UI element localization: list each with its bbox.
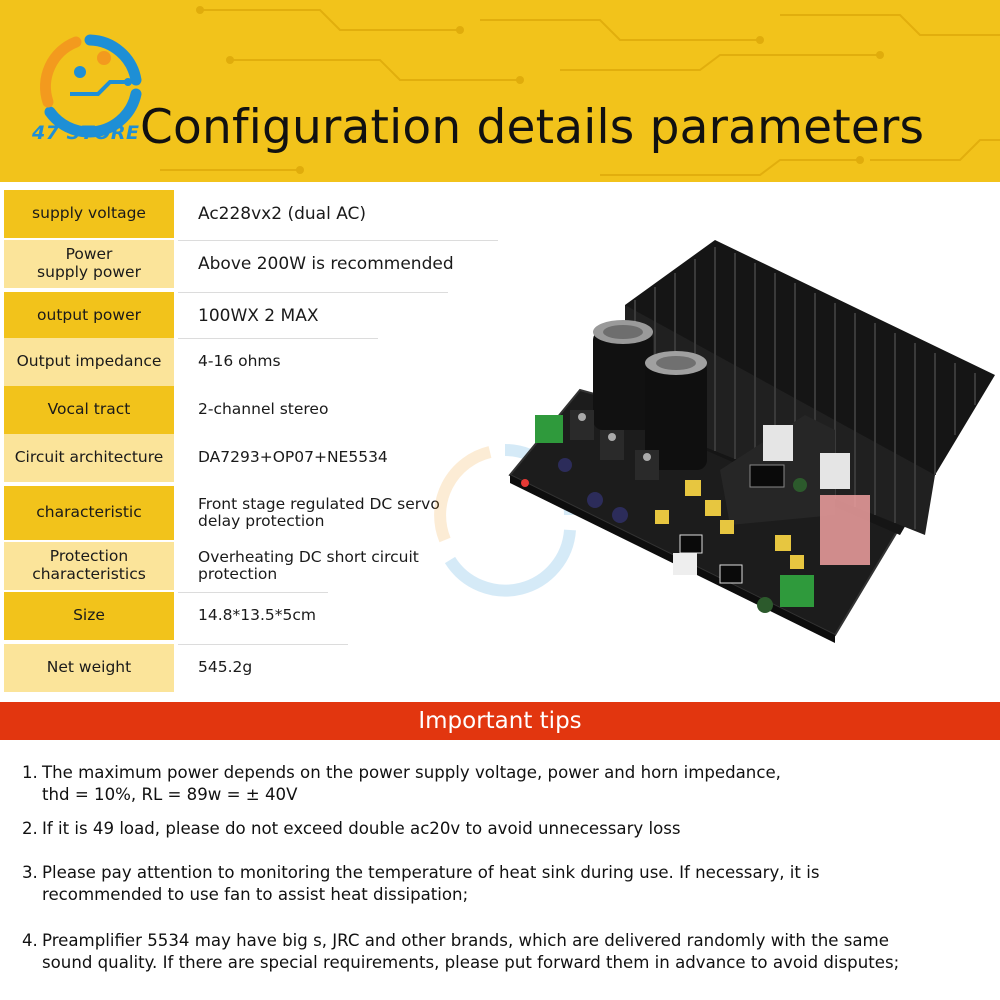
spec-row-output-impedance — [0, 336, 500, 388]
spec-row-power-supply — [0, 238, 500, 290]
spec-value: 2-channel stereo — [198, 400, 329, 419]
spec-value: Ac228vx2 (dual AC) — [198, 203, 367, 224]
spec-label: Protection characteristics — [4, 542, 174, 590]
spec-label: supply voltage — [4, 190, 174, 238]
tip-item-3 — [22, 862, 819, 906]
header-banner — [0, 0, 1000, 182]
row-divider — [178, 338, 378, 339]
tip-text: If it is 49 load, please do not exceed double ac20v to avoid unnecessary loss — [42, 819, 681, 838]
spec-label: Circuit architecture — [4, 434, 174, 482]
tip-text: Preamplifier 5534 may have big s, JRC and other brands, which are delivered randomly with the same — [42, 931, 889, 950]
store-name: 47 STORE — [32, 122, 140, 144]
spec-value: Overheating DC short circuit protection — [198, 547, 419, 583]
tip-number: 1. — [22, 763, 38, 782]
page-title: Configuration details parameters — [140, 100, 925, 155]
tip-text-continued: thd = 10%, RL = 89w = ± 40V — [42, 785, 298, 804]
spec-row-supply-voltage — [0, 188, 500, 240]
spec-row-output-power — [0, 290, 500, 342]
spec-value: 100WX 2 MAX — [198, 305, 319, 326]
spec-label: Power supply power — [4, 240, 174, 288]
spec-label: Net weight — [4, 644, 174, 692]
spec-label: Output impedance — [4, 338, 174, 386]
tip-text-continued: sound quality. If there are special requirements, please put forward them in advance to avoid disputes; — [42, 953, 900, 972]
spec-label: characteristic — [4, 486, 174, 540]
row-divider — [178, 592, 328, 593]
spec-value: Above 200W is recommended — [198, 253, 454, 274]
row-divider — [178, 240, 498, 241]
tip-item-1 — [22, 762, 781, 806]
spec-label: Vocal tract — [4, 386, 174, 434]
tip-text: The maximum power depends on the power supply voltage, power and horn impedance, — [42, 763, 781, 782]
spec-value: 545.2g — [198, 658, 253, 677]
spec-label: Size — [4, 592, 174, 640]
spec-value: Front stage regulated DC servo delay protection — [198, 494, 440, 530]
spec-row-vocal-tract — [0, 384, 500, 436]
spec-value: 14.8*13.5*5cm — [198, 606, 317, 625]
row-divider — [178, 292, 448, 293]
amplifier-board-image — [505, 235, 1000, 645]
spec-value: DA7293+OP07+NE5534 — [198, 448, 388, 467]
tip-number: 3. — [22, 863, 38, 882]
tip-text-continued: recommended to use fan to assist heat dissipation; — [42, 885, 469, 904]
spec-label: output power — [4, 292, 174, 340]
spec-value: 4-16 ohms — [198, 352, 281, 371]
spec-row-net-weight — [0, 642, 500, 694]
row-divider — [178, 644, 348, 645]
tip-number: 2. — [22, 819, 38, 838]
tip-item-2 — [22, 818, 681, 840]
important-tips-heading: Important tips — [0, 702, 1000, 740]
tip-text: Please pay attention to monitoring the temperature of heat sink during use. If necessary, it is — [42, 863, 820, 882]
tip-item-4 — [22, 930, 899, 974]
tip-number: 4. — [22, 931, 38, 950]
